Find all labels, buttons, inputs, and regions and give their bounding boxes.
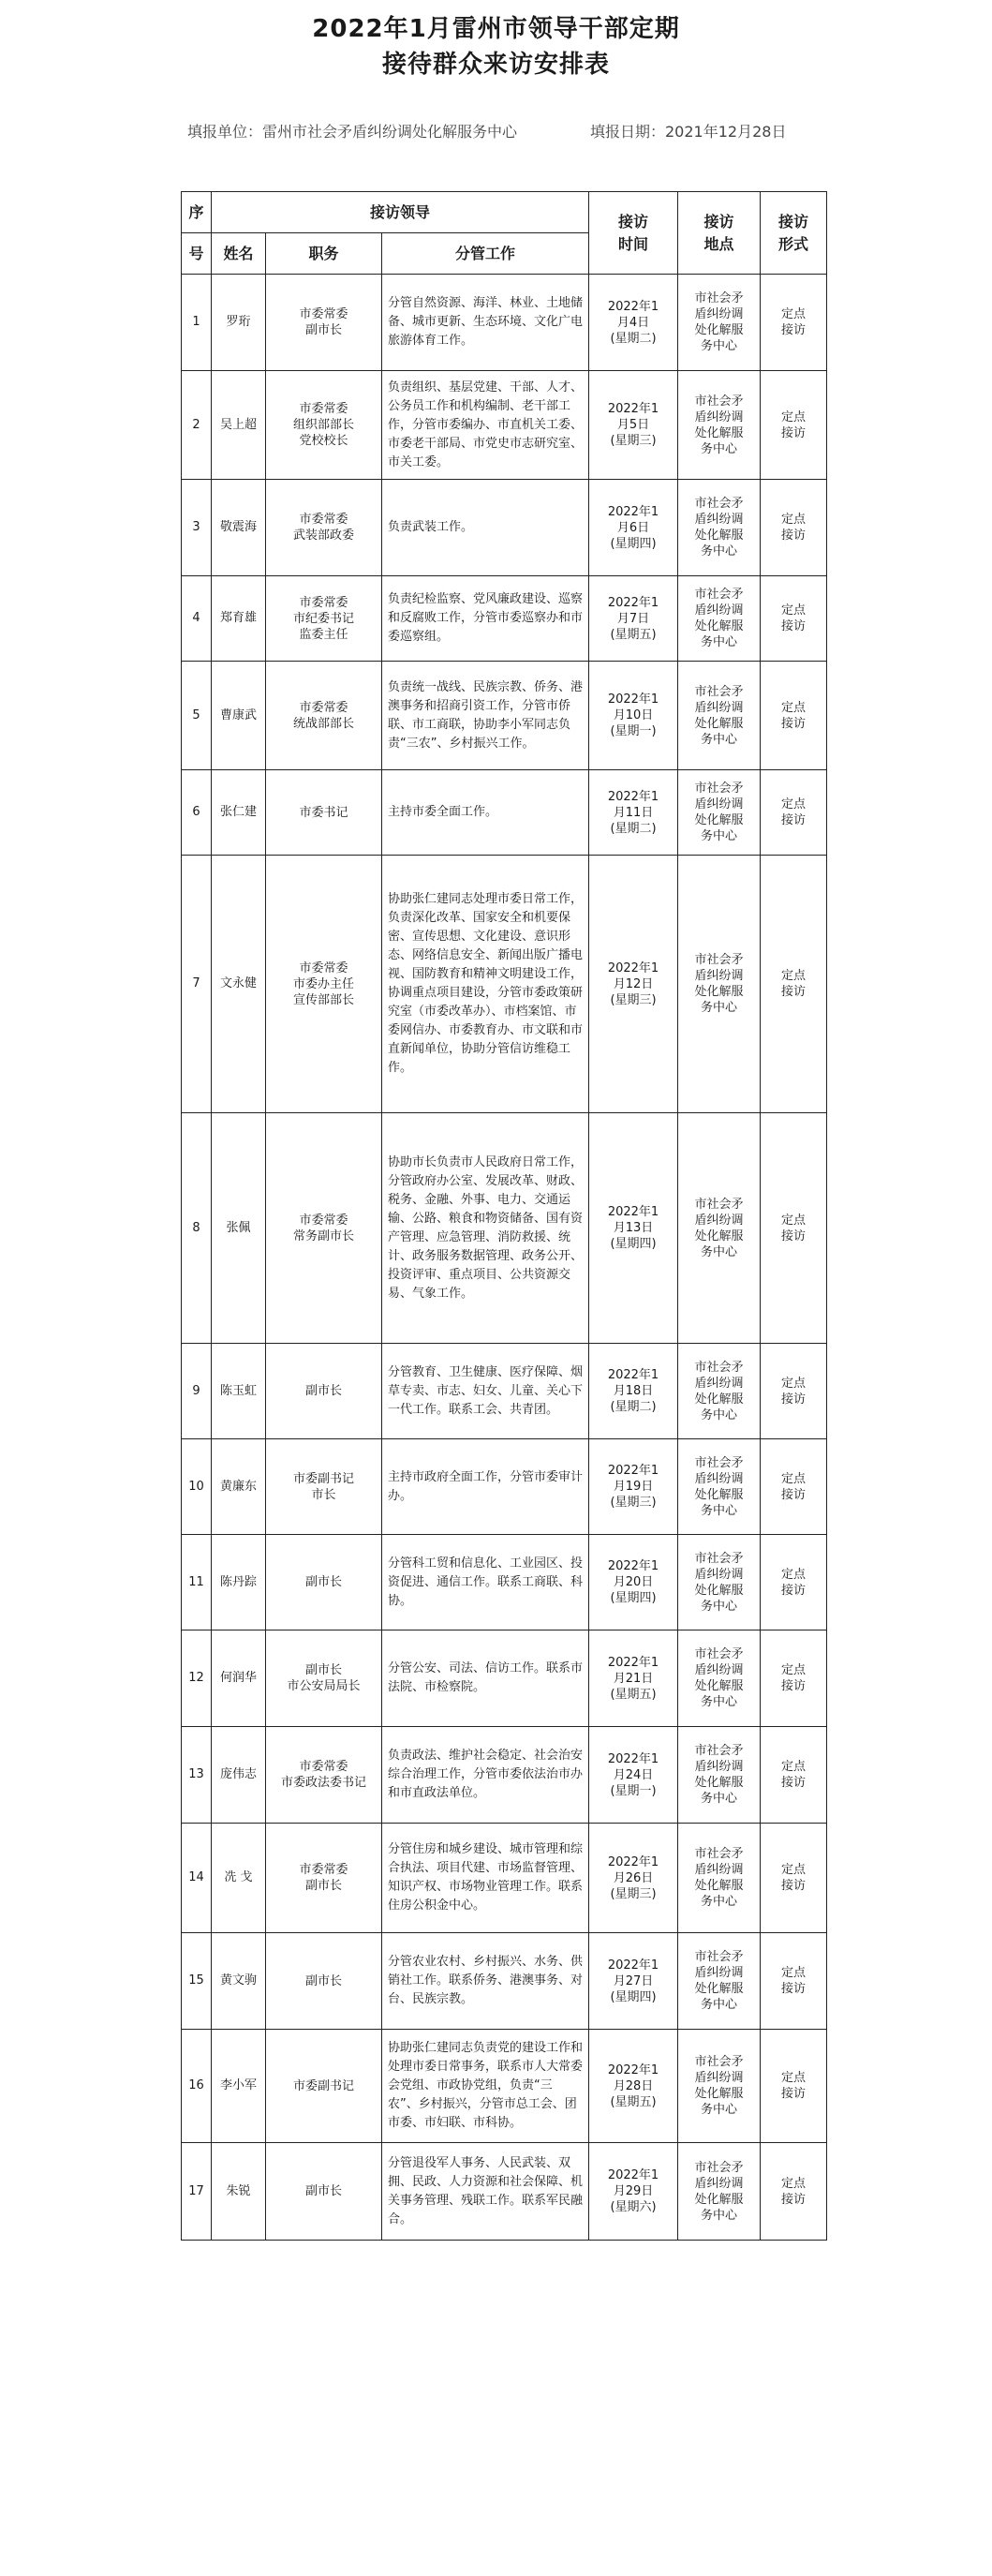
row-name: 何润华 [212, 1630, 266, 1727]
row-seq: 6 [182, 770, 212, 856]
row-place: 市社会矛 盾纠纷调 处化解服 务中心 [678, 2030, 761, 2143]
row-seq: 2 [182, 371, 212, 480]
row-form: 定点 接访 [761, 2030, 827, 2143]
table-row [182, 1439, 827, 1535]
header-time: 接访 时间 [589, 192, 678, 275]
row-form: 定点 接访 [761, 662, 827, 770]
row-form: 定点 接访 [761, 1535, 827, 1630]
row-seq: 3 [182, 480, 212, 576]
row-form: 定点 接访 [761, 1824, 827, 1933]
row-position: 副市长 [266, 1344, 382, 1439]
row-position: 市委常委 武装部政委 [266, 480, 382, 576]
row-form: 定点 接访 [761, 1439, 827, 1535]
row-seq: 10 [182, 1439, 212, 1535]
row-duties: 分管自然资源、海洋、林业、土地储备、城市更新、生态环境、文化广电旅游体育工作。 [382, 275, 589, 371]
row-time: 2022年1 月12日 (星期三) [589, 856, 678, 1113]
row-time: 2022年1 月13日 (星期四) [589, 1113, 678, 1344]
row-duties: 主持市政府全面工作，分管市委审计办。 [382, 1439, 589, 1535]
row-seq: 11 [182, 1535, 212, 1630]
row-form: 定点 接访 [761, 1727, 827, 1824]
row-position: 副市长 [266, 2143, 382, 2241]
row-duties: 负责纪检监察、党风廉政建设、巡察和反腐败工作，分管市委巡察办和市委巡察组。 [382, 576, 589, 662]
row-place: 市社会矛 盾纠纷调 处化解服 务中心 [678, 1933, 761, 2030]
row-position: 市委常委 市委办主任 宣传部部长 [266, 856, 382, 1113]
row-duties: 主持市委全面工作。 [382, 770, 589, 856]
row-seq: 9 [182, 1344, 212, 1439]
row-seq: 8 [182, 1113, 212, 1344]
row-form: 定点 接访 [761, 480, 827, 576]
table-row [182, 275, 827, 371]
row-duties: 负责武装工作。 [382, 480, 589, 576]
header-seq-top: 序 [182, 192, 212, 233]
table-row [182, 662, 827, 770]
row-duties: 分管住房和城乡建设、城市管理和综合执法、项目代建、市场监督管理、知识产权、市场物业管理工作。联系住房公积金中心。 [382, 1824, 589, 1933]
row-place: 市社会矛 盾纠纷调 处化解服 务中心 [678, 1113, 761, 1344]
row-place: 市社会矛 盾纠纷调 处化解服 务中心 [678, 856, 761, 1113]
row-place: 市社会矛 盾纠纷调 处化解服 务中心 [678, 2143, 761, 2241]
header-seq-bottom: 号 [182, 233, 212, 275]
row-time: 2022年1 月10日 (星期一) [589, 662, 678, 770]
row-seq: 12 [182, 1630, 212, 1727]
row-form: 定点 接访 [761, 856, 827, 1113]
row-position: 市委常委 组织部部长 党校校长 [266, 371, 382, 480]
table-row [182, 1344, 827, 1439]
row-form: 定点 接访 [761, 1113, 827, 1344]
row-time: 2022年1 月18日 (星期二) [589, 1344, 678, 1439]
row-duties: 协助市长负责市人民政府日常工作，分管政府办公室、发展改革、财政、税务、金融、外事、电力、交通运输、公路、粮食和物资储备、国有资产管理、应急管理、消防救援、统计、政务服务数据管理、政务公开、投资评审、重点项目、公共资源交易、气象工作。 [382, 1113, 589, 1344]
row-place: 市社会矛 盾纠纷调 处化解服 务中心 [678, 1439, 761, 1535]
row-position: 市委副书记 [266, 2030, 382, 2143]
row-name: 吴上超 [212, 371, 266, 480]
row-position: 市委常委 副市长 [266, 275, 382, 371]
row-seq: 16 [182, 2030, 212, 2143]
row-time: 2022年1 月21日 (星期五) [589, 1630, 678, 1727]
row-place: 市社会矛 盾纠纷调 处化解服 务中心 [678, 275, 761, 371]
row-position: 市委常委 副市长 [266, 1824, 382, 1933]
row-place: 市社会矛 盾纠纷调 处化解服 务中心 [678, 371, 761, 480]
table-row [182, 1727, 827, 1824]
row-position: 市委书记 [266, 770, 382, 856]
row-name: 文永健 [212, 856, 266, 1113]
row-name: 黄廉东 [212, 1439, 266, 1535]
row-name: 黄文驹 [212, 1933, 266, 2030]
header-duties: 分管工作 [382, 233, 589, 275]
table-row [182, 2143, 827, 2241]
row-place: 市社会矛 盾纠纷调 处化解服 务中心 [678, 662, 761, 770]
row-seq: 15 [182, 1933, 212, 2030]
row-duties: 分管退役军人事务、人民武装、双拥、民政、人力资源和社会保障、机关事务管理、残联工作。联系军民融合。 [382, 2143, 589, 2241]
row-duties: 协助张仁建同志负责党的建设工作和处理市委日常事务，联系市人大常委会党组、市政协党组，负责“三农”、乡村振兴，分管市总工会、团市委、市妇联、市科协。 [382, 2030, 589, 2143]
reception-schedule-table [181, 191, 827, 2241]
row-position: 副市长 市公安局局长 [266, 1630, 382, 1727]
row-time: 2022年1 月11日 (星期二) [589, 770, 678, 856]
row-position: 市委副书记 市长 [266, 1439, 382, 1535]
table-row [182, 2030, 827, 2143]
row-position: 市委常委 市委政法委书记 [266, 1727, 382, 1824]
page-title-line-2: 接待群众来访安排表 [381, 51, 610, 79]
header-leader-group: 接访领导 [212, 192, 589, 233]
row-place: 市社会矛 盾纠纷调 处化解服 务中心 [678, 770, 761, 856]
row-form: 定点 接访 [761, 1933, 827, 2030]
row-duties: 分管公安、司法、信访工作。联系市法院、市检察院。 [382, 1630, 589, 1727]
row-time: 2022年1 月7日 (星期五) [589, 576, 678, 662]
row-name: 敬震海 [212, 480, 266, 576]
row-name: 庞伟志 [212, 1727, 266, 1824]
row-seq: 14 [182, 1824, 212, 1933]
row-name: 张仁建 [212, 770, 266, 856]
row-position: 市委常委 市纪委书记 监委主任 [266, 576, 382, 662]
row-name: 朱锐 [212, 2143, 266, 2241]
table-row [182, 770, 827, 856]
row-duties: 负责统一战线、民族宗教、侨务、港澳事务和招商引资工作，分管市侨联、市工商联，协助李小军同志负责“三农”、乡村振兴工作。 [382, 662, 589, 770]
header-place: 接访 地点 [678, 192, 761, 275]
row-seq: 1 [182, 275, 212, 371]
row-duties: 分管农业农村、乡村振兴、水务、供销社工作。联系侨务、港澳事务、对台、民族宗教。 [382, 1933, 589, 2030]
row-time: 2022年1 月29日 (星期六) [589, 2143, 678, 2241]
row-time: 2022年1 月26日 (星期三) [589, 1824, 678, 1933]
row-time: 2022年1 月4日 (星期二) [589, 275, 678, 371]
row-duties: 分管教育、卫生健康、医疗保障、烟草专卖、市志、妇女、儿童、关心下一代工作。联系工会、共青团。 [382, 1344, 589, 1439]
row-position: 副市长 [266, 1933, 382, 2030]
fill-date: 填报日期：2021年12月28日 [590, 123, 787, 141]
header-form: 接访 形式 [761, 192, 827, 275]
table-row [182, 1630, 827, 1727]
page-title-line-1: 2022年1月雷州市领导干部定期 [312, 15, 680, 43]
row-place: 市社会矛 盾纠纷调 处化解服 务中心 [678, 1630, 761, 1727]
row-form: 定点 接访 [761, 576, 827, 662]
header-name: 姓名 [212, 233, 266, 275]
row-duties: 负责政法、维护社会稳定、社会治安综合治理工作，分管市委依法治市办和市直政法单位。 [382, 1727, 589, 1824]
row-form: 定点 接访 [761, 1630, 827, 1727]
row-form: 定点 接访 [761, 371, 827, 480]
table-row [182, 856, 827, 1113]
row-time: 2022年1 月27日 (星期四) [589, 1933, 678, 2030]
row-time: 2022年1 月19日 (星期三) [589, 1439, 678, 1535]
row-place: 市社会矛 盾纠纷调 处化解服 务中心 [678, 1344, 761, 1439]
row-seq: 13 [182, 1727, 212, 1824]
row-place: 市社会矛 盾纠纷调 处化解服 务中心 [678, 576, 761, 662]
row-place: 市社会矛 盾纠纷调 处化解服 务中心 [678, 1824, 761, 1933]
row-name: 郑育雄 [212, 576, 266, 662]
row-seq: 7 [182, 856, 212, 1113]
row-form: 定点 接访 [761, 2143, 827, 2241]
row-seq: 17 [182, 2143, 212, 2241]
row-duties: 分管科工贸和信息化、工业园区、投资促进、通信工作。联系工商联、科协。 [382, 1535, 589, 1630]
row-duties: 负责组织、基层党建、干部、人才、公务员工作和机构编制、老干部工作，分管市委编办、市直机关工委、市委老干部局、市党史市志研究室、市关工委。 [382, 371, 589, 480]
row-name: 张佩 [212, 1113, 266, 1344]
row-time: 2022年1 月20日 (星期四) [589, 1535, 678, 1630]
row-name: 陈玉虹 [212, 1344, 266, 1439]
row-time: 2022年1 月6日 (星期四) [589, 480, 678, 576]
row-duties: 协助张仁建同志处理市委日常工作，负责深化改革、国家安全和机要保密、宣传思想、文化建设、意识形态、网络信息安全、新闻出版广播电视、国防教育和精神文明建设工作，协调重点项目建设，分管市委政策研究室（市委改革办）、市档案馆、市委网信办、市委教育办、市文联和市直新闻单位，协助分管信访维稳工作。 [382, 856, 589, 1113]
row-time: 2022年1 月28日 (星期五) [589, 2030, 678, 2143]
row-place: 市社会矛 盾纠纷调 处化解服 务中心 [678, 1535, 761, 1630]
table-row [182, 1535, 827, 1630]
row-form: 定点 接访 [761, 770, 827, 856]
row-position: 副市长 [266, 1535, 382, 1630]
row-seq: 5 [182, 662, 212, 770]
row-time: 2022年1 月24日 (星期一) [589, 1727, 678, 1824]
row-name: 李小军 [212, 2030, 266, 2143]
row-name: 罗珩 [212, 275, 266, 371]
fill-unit: 填报单位：雷州市社会矛盾纠纷调处化解服务中心 [187, 123, 518, 141]
table-row [182, 480, 827, 576]
row-name: 曹康武 [212, 662, 266, 770]
row-position: 市委常委 统战部部长 [266, 662, 382, 770]
row-place: 市社会矛 盾纠纷调 处化解服 务中心 [678, 480, 761, 576]
row-form: 定点 接访 [761, 1344, 827, 1439]
table-row [182, 371, 827, 480]
table-row [182, 576, 827, 662]
row-position: 市委常委 常务副市长 [266, 1113, 382, 1344]
row-place: 市社会矛 盾纠纷调 处化解服 务中心 [678, 1727, 761, 1824]
table-row [182, 1113, 827, 1344]
table-row [182, 1933, 827, 2030]
header-position: 职务 [266, 233, 382, 275]
row-form: 定点 接访 [761, 275, 827, 371]
row-name: 陈丹踪 [212, 1535, 266, 1630]
row-time: 2022年1 月5日 (星期三) [589, 371, 678, 480]
row-name: 冼 戈 [212, 1824, 266, 1933]
table-row [182, 1824, 827, 1933]
row-seq: 4 [182, 576, 212, 662]
